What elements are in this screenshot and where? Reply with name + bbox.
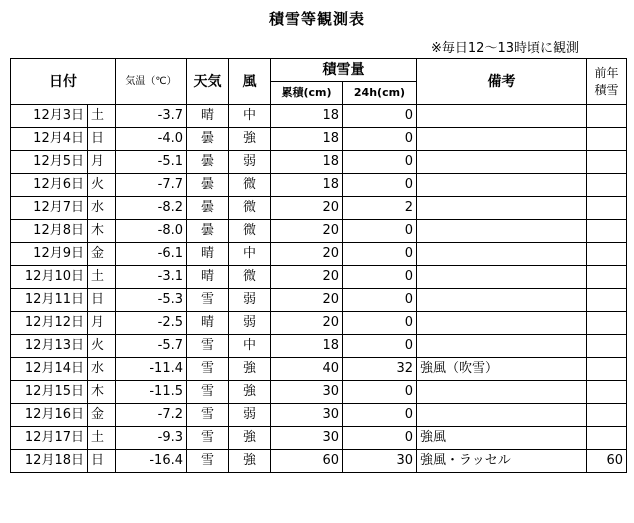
cell-dow: 水 xyxy=(88,197,116,220)
cell-dow: 火 xyxy=(88,335,116,358)
cell-snow-total: 18 xyxy=(271,174,343,197)
cell-snow-24h: 0 xyxy=(343,174,417,197)
header-prev-year xyxy=(587,59,627,105)
table-row xyxy=(11,266,627,289)
cell-weather: 曇 xyxy=(187,128,229,151)
cell-remarks xyxy=(417,312,587,335)
cell-prev-year xyxy=(587,312,627,335)
table-row xyxy=(11,312,627,335)
cell-dow: 日 xyxy=(88,128,116,151)
cell-snow-24h: 0 xyxy=(343,335,417,358)
page-title: 積雪等観測表 xyxy=(268,10,365,28)
cell-date: 12月6日 xyxy=(11,174,88,197)
cell-dow: 月 xyxy=(88,151,116,174)
cell-prev-year xyxy=(587,220,627,243)
header-remarks: 備考 xyxy=(417,59,587,105)
cell-prev-year xyxy=(587,266,627,289)
cell-dow: 木 xyxy=(88,381,116,404)
cell-snow-total: 20 xyxy=(271,197,343,220)
cell-remarks xyxy=(417,266,587,289)
cell-date: 12月3日 xyxy=(11,105,88,128)
cell-temp: -3.7 xyxy=(116,105,187,128)
cell-snow-total: 30 xyxy=(271,381,343,404)
cell-wind: 微 xyxy=(229,266,271,289)
cell-remarks xyxy=(417,128,587,151)
cell-snow-24h: 0 xyxy=(343,289,417,312)
cell-dow: 土 xyxy=(88,427,116,450)
cell-remarks: 強風（吹雪） xyxy=(417,358,587,381)
table-row xyxy=(11,335,627,358)
cell-date: 12月13日 xyxy=(11,335,88,358)
cell-wind: 弱 xyxy=(229,404,271,427)
cell-prev-year xyxy=(587,174,627,197)
cell-weather: 雪 xyxy=(187,381,229,404)
table-row xyxy=(11,220,627,243)
cell-temp: -2.5 xyxy=(116,312,187,335)
cell-temp: -3.1 xyxy=(116,266,187,289)
cell-snow-24h: 0 xyxy=(343,381,417,404)
cell-prev-year xyxy=(587,358,627,381)
cell-wind: 強 xyxy=(229,427,271,450)
cell-weather: 曇 xyxy=(187,151,229,174)
header-prev-year-line1: 前年 xyxy=(594,65,619,80)
cell-dow: 火 xyxy=(88,174,116,197)
cell-snow-24h: 2 xyxy=(343,197,417,220)
cell-wind: 弱 xyxy=(229,151,271,174)
cell-temp: -4.0 xyxy=(116,128,187,151)
cell-prev-year xyxy=(587,427,627,450)
cell-temp: -5.7 xyxy=(116,335,187,358)
cell-weather: 晴 xyxy=(187,243,229,266)
cell-snow-total: 18 xyxy=(271,335,343,358)
cell-prev-year xyxy=(587,381,627,404)
cell-weather: 雪 xyxy=(187,450,229,473)
cell-weather: 晴 xyxy=(187,312,229,335)
cell-date: 12月18日 xyxy=(11,450,88,473)
header-weather: 天気 xyxy=(187,59,229,105)
cell-date: 12月14日 xyxy=(11,358,88,381)
cell-wind: 微 xyxy=(229,174,271,197)
cell-weather: 曇 xyxy=(187,220,229,243)
cell-dow: 土 xyxy=(88,266,116,289)
cell-remarks xyxy=(417,151,587,174)
header-wind: 風 xyxy=(229,59,271,105)
cell-snow-24h: 0 xyxy=(343,404,417,427)
cell-date: 12月11日 xyxy=(11,289,88,312)
cell-temp: -7.7 xyxy=(116,174,187,197)
cell-temp: -6.1 xyxy=(116,243,187,266)
cell-weather: 曇 xyxy=(187,174,229,197)
cell-date: 12月4日 xyxy=(11,128,88,151)
cell-remarks: 強風・ラッセル xyxy=(417,450,587,473)
cell-snow-total: 20 xyxy=(271,266,343,289)
cell-snow-total: 18 xyxy=(271,128,343,151)
cell-dow: 金 xyxy=(88,243,116,266)
cell-date: 12月9日 xyxy=(11,243,88,266)
cell-temp: -8.2 xyxy=(116,197,187,220)
cell-snow-24h: 0 xyxy=(343,266,417,289)
header-prev-year-line2: 積雪 xyxy=(594,82,619,97)
cell-date: 12月7日 xyxy=(11,197,88,220)
cell-temp: -5.3 xyxy=(116,289,187,312)
header-snow: 積雪量 xyxy=(271,59,417,82)
table-row xyxy=(11,128,627,151)
cell-dow: 土 xyxy=(88,105,116,128)
cell-wind: 強 xyxy=(229,128,271,151)
cell-snow-total: 40 xyxy=(271,358,343,381)
cell-wind: 強 xyxy=(229,450,271,473)
cell-dow: 水 xyxy=(88,358,116,381)
cell-wind: 微 xyxy=(229,197,271,220)
cell-dow: 金 xyxy=(88,404,116,427)
cell-snow-total: 60 xyxy=(271,450,343,473)
cell-snow-total: 30 xyxy=(271,427,343,450)
cell-wind: 弱 xyxy=(229,289,271,312)
cell-snow-24h: 0 xyxy=(343,243,417,266)
cell-date: 12月17日 xyxy=(11,427,88,450)
cell-prev-year xyxy=(587,197,627,220)
table-row xyxy=(11,151,627,174)
cell-remarks xyxy=(417,289,587,312)
table-row xyxy=(11,381,627,404)
cell-date: 12月8日 xyxy=(11,220,88,243)
table-row xyxy=(11,450,627,473)
table-row xyxy=(11,174,627,197)
cell-weather: 晴 xyxy=(187,105,229,128)
cell-remarks xyxy=(417,381,587,404)
cell-dow: 日 xyxy=(88,289,116,312)
cell-temp: -11.4 xyxy=(116,358,187,381)
cell-dow: 月 xyxy=(88,312,116,335)
cell-remarks xyxy=(417,335,587,358)
cell-date: 12月12日 xyxy=(11,312,88,335)
cell-snow-24h: 0 xyxy=(343,151,417,174)
observation-note: ※毎日12～13時頃に観測 xyxy=(431,41,579,56)
table-row xyxy=(11,243,627,266)
cell-remarks xyxy=(417,220,587,243)
cell-dow: 木 xyxy=(88,220,116,243)
cell-temp: -8.0 xyxy=(116,220,187,243)
cell-temp: -11.5 xyxy=(116,381,187,404)
cell-wind: 中 xyxy=(229,243,271,266)
cell-date: 12月16日 xyxy=(11,404,88,427)
cell-snow-24h: 30 xyxy=(343,450,417,473)
cell-prev-year xyxy=(587,243,627,266)
cell-snow-total: 18 xyxy=(271,105,343,128)
cell-date: 12月5日 xyxy=(11,151,88,174)
cell-wind: 中 xyxy=(229,335,271,358)
cell-snow-24h: 0 xyxy=(343,427,417,450)
cell-weather: 雪 xyxy=(187,358,229,381)
cell-remarks xyxy=(417,105,587,128)
cell-wind: 中 xyxy=(229,105,271,128)
table-row xyxy=(11,289,627,312)
header-date: 日付 xyxy=(11,59,116,105)
cell-snow-24h: 0 xyxy=(343,128,417,151)
cell-prev-year xyxy=(587,105,627,128)
table-row xyxy=(11,404,627,427)
cell-date: 12月15日 xyxy=(11,381,88,404)
cell-temp: -16.4 xyxy=(116,450,187,473)
cell-prev-year: 60 xyxy=(587,450,627,473)
cell-snow-24h: 32 xyxy=(343,358,417,381)
header-snow-24h: 24h(cm) xyxy=(343,82,417,105)
header-snow-total: 累積(cm) xyxy=(271,82,343,105)
cell-dow: 日 xyxy=(88,450,116,473)
table-row xyxy=(11,427,627,450)
cell-weather: 雪 xyxy=(187,427,229,450)
cell-snow-24h: 0 xyxy=(343,105,417,128)
cell-snow-24h: 0 xyxy=(343,312,417,335)
table-row xyxy=(11,358,627,381)
cell-snow-total: 20 xyxy=(271,220,343,243)
cell-prev-year xyxy=(587,289,627,312)
cell-prev-year xyxy=(587,404,627,427)
cell-remarks xyxy=(417,174,587,197)
table-row xyxy=(11,105,627,128)
cell-weather: 雪 xyxy=(187,289,229,312)
cell-temp: -5.1 xyxy=(116,151,187,174)
cell-remarks xyxy=(417,243,587,266)
header-temp: 気温（℃） xyxy=(116,59,187,105)
cell-weather: 晴 xyxy=(187,266,229,289)
cell-date: 12月10日 xyxy=(11,266,88,289)
snow-observation-table xyxy=(10,58,627,473)
cell-weather: 雪 xyxy=(187,404,229,427)
cell-weather: 曇 xyxy=(187,197,229,220)
cell-remarks: 強風 xyxy=(417,427,587,450)
cell-wind: 弱 xyxy=(229,312,271,335)
cell-snow-total: 30 xyxy=(271,404,343,427)
cell-prev-year xyxy=(587,128,627,151)
cell-weather: 雪 xyxy=(187,335,229,358)
table-body xyxy=(11,105,627,473)
cell-snow-total: 18 xyxy=(271,151,343,174)
cell-snow-total: 20 xyxy=(271,243,343,266)
cell-prev-year xyxy=(587,151,627,174)
cell-prev-year xyxy=(587,335,627,358)
cell-temp: -7.2 xyxy=(116,404,187,427)
cell-snow-24h: 0 xyxy=(343,220,417,243)
cell-remarks xyxy=(417,197,587,220)
table-row xyxy=(11,197,627,220)
cell-snow-total: 20 xyxy=(271,312,343,335)
cell-snow-total: 20 xyxy=(271,289,343,312)
cell-remarks xyxy=(417,404,587,427)
cell-wind: 強 xyxy=(229,381,271,404)
cell-wind: 微 xyxy=(229,220,271,243)
cell-wind: 強 xyxy=(229,358,271,381)
cell-temp: -9.3 xyxy=(116,427,187,450)
